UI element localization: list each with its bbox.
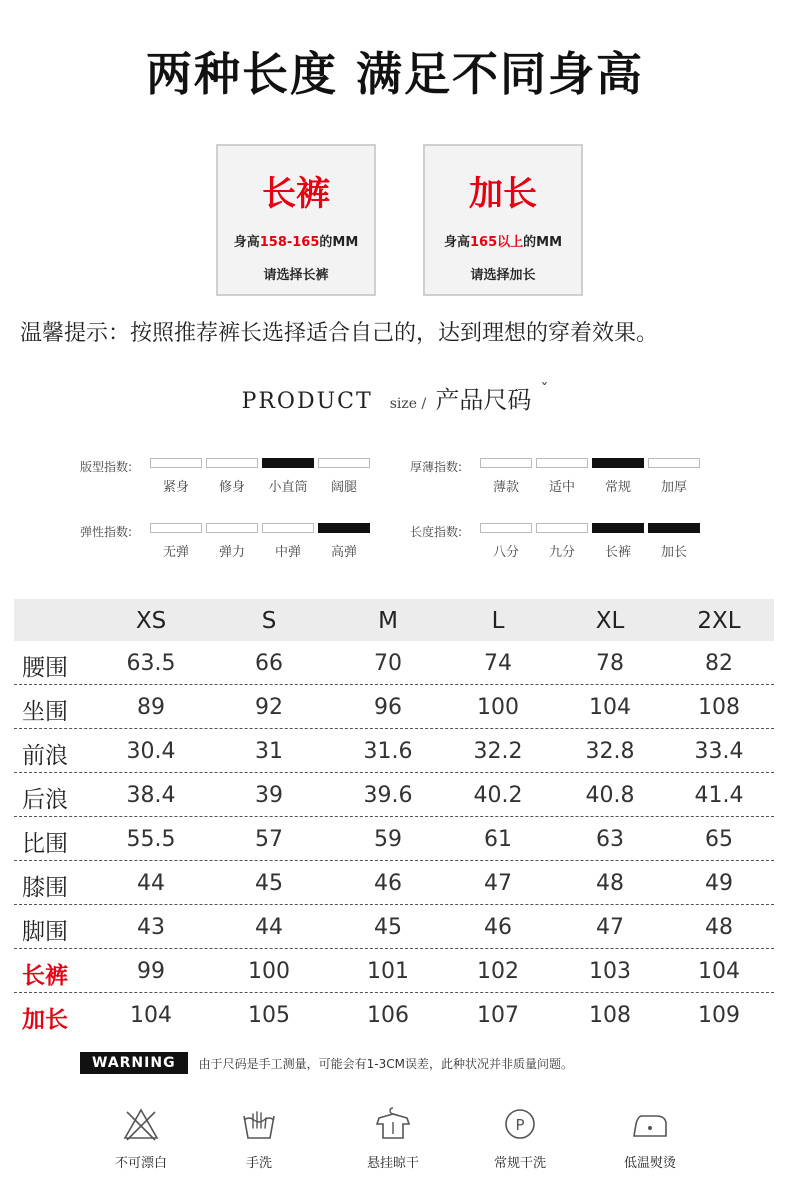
size-column-header: 2XL — [697, 608, 741, 634]
measurement-value: 30.4 — [126, 739, 176, 764]
measurement-value: 32.2 — [473, 739, 523, 764]
measurement-value: 39.6 — [363, 783, 413, 808]
index-bar — [262, 523, 314, 533]
product-size-header — [0, 380, 790, 415]
size-table-row — [14, 905, 774, 949]
index-bar — [536, 458, 588, 468]
measurement-value: 101 — [367, 959, 409, 984]
index-option-label: 弹力 — [218, 545, 245, 560]
measurement-value: 46 — [374, 871, 402, 896]
care-label: 低温熨烫 — [623, 1156, 676, 1171]
measurement-value: 106 — [367, 1003, 409, 1028]
index-bar — [150, 458, 202, 468]
measurement-label: 膝围 — [22, 875, 68, 901]
low-iron-icon — [630, 1104, 670, 1144]
measurement-value: 47 — [596, 915, 624, 940]
measurement-value: 100 — [477, 695, 519, 720]
measurement-label: 比围 — [22, 831, 68, 857]
measurement-value: 44 — [255, 915, 283, 940]
index-option-label: 加长 — [660, 545, 687, 560]
size-table-header — [14, 599, 774, 641]
option-height-range: 165以上 — [470, 235, 524, 250]
product-title-en: PRODUCT — [241, 389, 373, 414]
index-bar — [648, 523, 700, 533]
measurement-value: 107 — [477, 1003, 519, 1028]
measurement-value: 104 — [589, 695, 631, 720]
size-column-header: S — [261, 608, 277, 634]
size-table-row — [14, 641, 774, 685]
option-choose-line: 请选择加长 — [470, 268, 536, 283]
care-item-hang-dry — [348, 1104, 438, 1171]
index-bar — [592, 523, 644, 533]
measurement-value: 99 — [137, 959, 165, 984]
size-column-header: XL — [595, 608, 625, 634]
index-bar — [480, 523, 532, 533]
size-table-row — [14, 729, 774, 773]
measurement-value: 70 — [374, 651, 402, 676]
measurement-label: 前浪 — [22, 743, 68, 769]
size-table-row — [14, 817, 774, 861]
measurement-value: 47 — [484, 871, 512, 896]
care-label: 手洗 — [245, 1156, 272, 1171]
measurement-value: 40.2 — [473, 783, 523, 808]
measurement-value: 33.4 — [694, 739, 744, 764]
measurement-value: 61 — [484, 827, 512, 852]
measurement-value: 55.5 — [126, 827, 176, 852]
measurement-value: 59 — [374, 827, 402, 852]
size-table-row — [14, 993, 774, 1037]
index-option-label: 薄款 — [492, 480, 519, 495]
product-mark-glyph: ˇ — [540, 380, 549, 399]
measurement-label: 加长 — [22, 1007, 68, 1033]
index-bar — [648, 458, 700, 468]
size-column-header: M — [378, 608, 398, 634]
measurement-value: 65 — [705, 827, 733, 852]
measurement-value: 44 — [137, 871, 165, 896]
product-size-label: size / — [389, 396, 427, 412]
size-table-row — [14, 861, 774, 905]
measurement-label: 脚围 — [22, 919, 68, 945]
measurement-value: 104 — [698, 959, 740, 984]
measurement-value: 109 — [698, 1003, 740, 1028]
index-option-label: 长裤 — [604, 545, 631, 560]
warning-text: 由于尺码是手工测量，可能会有1-3CM误差，此种状况并非质量问题。 — [198, 1056, 573, 1071]
index-bar — [150, 523, 202, 533]
measurement-value: 31.6 — [363, 739, 413, 764]
product-title-cn: 产品尺码 — [435, 386, 532, 414]
measurement-value: 74 — [484, 651, 512, 676]
index-bar — [480, 458, 532, 468]
care-label: 不可漂白 — [114, 1156, 167, 1171]
option-height-suffix: 的MM — [523, 235, 563, 250]
option-height-prefix: 身高 — [233, 235, 260, 250]
care-label: 常规干洗 — [493, 1156, 546, 1171]
index-option-label: 紧身 — [162, 480, 189, 495]
index-option-label: 中弹 — [274, 545, 301, 560]
measurement-value: 39 — [255, 783, 283, 808]
measurement-label: 长裤 — [22, 963, 68, 989]
hang-dry-icon — [373, 1104, 413, 1144]
measurement-value: 92 — [255, 695, 283, 720]
measurement-value: 63.5 — [126, 651, 176, 676]
option-height-suffix: 的MM — [319, 235, 359, 250]
index-bar — [536, 523, 588, 533]
measurement-value: 38.4 — [126, 783, 176, 808]
measurement-value: 102 — [477, 959, 519, 984]
option-choose-line: 请选择长裤 — [263, 268, 329, 283]
measurement-value: 41.4 — [694, 783, 744, 808]
option-title: 加长 — [469, 174, 537, 214]
index-option-label: 高弹 — [330, 545, 357, 560]
no-bleach-icon — [121, 1104, 161, 1144]
index-bar — [318, 458, 370, 468]
index-bar — [318, 523, 370, 533]
index-option-label: 小直筒 — [268, 480, 308, 495]
measurement-value: 45 — [374, 915, 402, 940]
size-table-row — [14, 685, 774, 729]
index-option-label: 阔腿 — [330, 480, 357, 495]
care-label: 悬挂晾干 — [366, 1156, 419, 1171]
care-item-no-bleach — [96, 1104, 186, 1171]
option-title: 长裤 — [262, 174, 330, 214]
size-column-header: L — [491, 608, 505, 634]
size-table-row — [14, 773, 774, 817]
size-table-row — [14, 949, 774, 993]
measurement-value: 48 — [596, 871, 624, 896]
measurement-value: 100 — [248, 959, 290, 984]
measurement-value: 89 — [137, 695, 165, 720]
measurement-value: 57 — [255, 827, 283, 852]
measurement-value: 66 — [255, 651, 283, 676]
option-box-extra-long — [423, 144, 583, 296]
index-option-label: 常规 — [604, 480, 631, 495]
warning-note — [80, 1052, 573, 1074]
index-option-label: 无弹 — [162, 545, 189, 560]
measurement-value: 104 — [130, 1003, 172, 1028]
measurement-value: 82 — [705, 651, 733, 676]
measurement-value: 31 — [255, 739, 283, 764]
measurement-value: 40.8 — [585, 783, 635, 808]
option-box-long — [216, 144, 376, 296]
size-table — [14, 599, 774, 1037]
measurement-value: 105 — [248, 1003, 290, 1028]
measurement-value: 49 — [705, 871, 733, 896]
dry-clean-icon — [500, 1104, 540, 1144]
measurement-value: 46 — [484, 915, 512, 940]
index-option-label: 修身 — [218, 480, 245, 495]
measurement-value: 32.8 — [585, 739, 635, 764]
option-height-line — [425, 231, 581, 250]
index-option-label: 八分 — [492, 545, 519, 560]
measurement-label: 腰围 — [22, 655, 68, 681]
measurement-value: 45 — [255, 871, 283, 896]
index-option-label: 加厚 — [660, 480, 687, 495]
measurement-value: 108 — [698, 695, 740, 720]
svg-text:P: P — [515, 1116, 525, 1134]
measurement-value: 78 — [596, 651, 624, 676]
index-label: 版型指数: — [80, 460, 133, 474]
care-item-low-iron — [605, 1104, 695, 1171]
index-option-label: 九分 — [548, 545, 575, 560]
option-height-range: 158-165 — [259, 235, 320, 250]
hand-wash-icon — [239, 1104, 279, 1144]
size-table-body — [14, 641, 774, 1037]
index-label: 弹性指数: — [80, 525, 133, 539]
size-column-header: XS — [135, 608, 167, 634]
index-label: 厚薄指数: — [410, 460, 463, 474]
care-item-dry-clean — [475, 1104, 565, 1171]
index-label: 长度指数: — [410, 525, 463, 539]
tip-text: 温馨提示：按照推荐裤长选择适合自己的，达到理想的穿着效果。 — [20, 321, 659, 346]
index-bar — [262, 458, 314, 468]
option-height-prefix: 身高 — [443, 235, 470, 250]
measurement-value: 63 — [596, 827, 624, 852]
index-bar — [206, 458, 258, 468]
care-item-hand-wash — [214, 1104, 304, 1171]
index-option-label: 适中 — [548, 480, 575, 495]
measurement-value: 96 — [374, 695, 402, 720]
measurement-value: 108 — [589, 1003, 631, 1028]
measurement-value: 48 — [705, 915, 733, 940]
option-height-line — [218, 231, 374, 250]
measurement-value: 43 — [137, 915, 165, 940]
warning-badge: WARNING — [80, 1052, 188, 1074]
headline: 两种长度 满足不同身高 — [145, 47, 644, 101]
measurement-label: 坐围 — [22, 699, 68, 725]
index-bar — [592, 458, 644, 468]
index-bar — [206, 523, 258, 533]
measurement-label: 后浪 — [22, 787, 68, 813]
measurement-value: 103 — [589, 959, 631, 984]
